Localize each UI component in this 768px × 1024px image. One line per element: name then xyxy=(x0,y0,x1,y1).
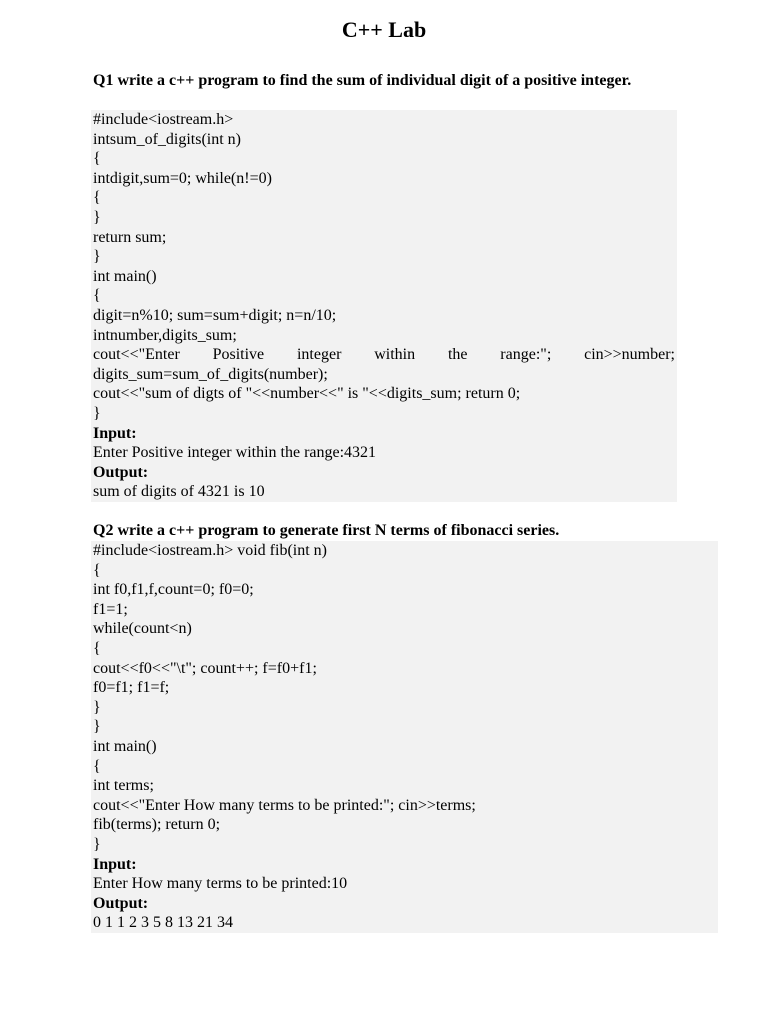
code-line: intnumber,digits_sum; xyxy=(93,326,237,344)
code-line: } xyxy=(93,718,101,736)
code-line: int terms; xyxy=(93,777,154,795)
code-line: } xyxy=(93,208,101,226)
code-line: f0=f1; f1=f; xyxy=(93,679,170,697)
input-label: Input: xyxy=(93,855,137,873)
code-line: { xyxy=(93,189,101,207)
code-line: int main() xyxy=(93,737,157,755)
input-text: Enter How many terms to be printed:10 xyxy=(93,875,348,893)
code-line: intsum_of_digits(int n) xyxy=(93,130,241,148)
code-line: #include<iostream.h> void fib(int n) xyxy=(93,542,327,559)
code-line: digits_sum=sum_of_digits(number); xyxy=(93,365,328,383)
code-line: } xyxy=(93,404,101,422)
q1-heading: Q1 write a c++ program to find the sum of individual digit of a positive integer. xyxy=(93,72,632,89)
code-line: cout<<"sum of digts of "<<number<<" is "<<digits_sum; return 0; xyxy=(93,385,521,403)
output-text: 0 1 1 2 3 5 8 13 21 34 xyxy=(93,914,233,932)
code-line: while(count<n) xyxy=(93,620,192,638)
code-line: f1=1; xyxy=(93,600,128,618)
code-line: cout<<"Enter How many terms to be printed:"; cin>>terms; xyxy=(93,796,476,814)
output-text: sum of digits of 4321 is 10 xyxy=(93,483,265,501)
code-line: fib(terms); return 0; xyxy=(93,816,221,834)
code-line: { xyxy=(93,287,101,305)
q2-code-block xyxy=(91,541,718,933)
code-line: { xyxy=(93,757,101,775)
code-line: } xyxy=(93,248,101,266)
code-line: digit=n%10; sum=sum+digit; n=n/10; xyxy=(93,306,337,324)
code-line: { xyxy=(93,561,101,579)
code-line: } xyxy=(93,698,101,716)
output-label: Output: xyxy=(93,463,149,481)
code-line: cout<<f0<<"\t"; count++; f=f0+f1; xyxy=(93,659,317,677)
code-line: int main() xyxy=(93,267,157,285)
output-label: Output: xyxy=(93,894,149,912)
code-line: int f0,f1,f,count=0; f0=0; xyxy=(93,581,254,599)
code-line: { xyxy=(93,150,101,168)
code-line: return sum; xyxy=(93,228,167,246)
code-line: cout<<"Enter Positive integer within the range:"; cin>>number; xyxy=(93,346,675,364)
input-label: Input: xyxy=(93,424,137,442)
q2-heading: Q2 write a c++ program to generate first N terms of fibonacci series. xyxy=(93,522,560,539)
code-line: #include<iostream.h> xyxy=(93,111,234,128)
code-line: } xyxy=(93,835,101,853)
code-line: intdigit,sum=0; while(n!=0) xyxy=(93,169,272,187)
code-line: { xyxy=(93,639,101,657)
page-title: C++ Lab xyxy=(341,17,427,42)
q1-code-block xyxy=(91,110,677,502)
input-text: Enter Positive integer within the range:4321 xyxy=(93,444,377,462)
